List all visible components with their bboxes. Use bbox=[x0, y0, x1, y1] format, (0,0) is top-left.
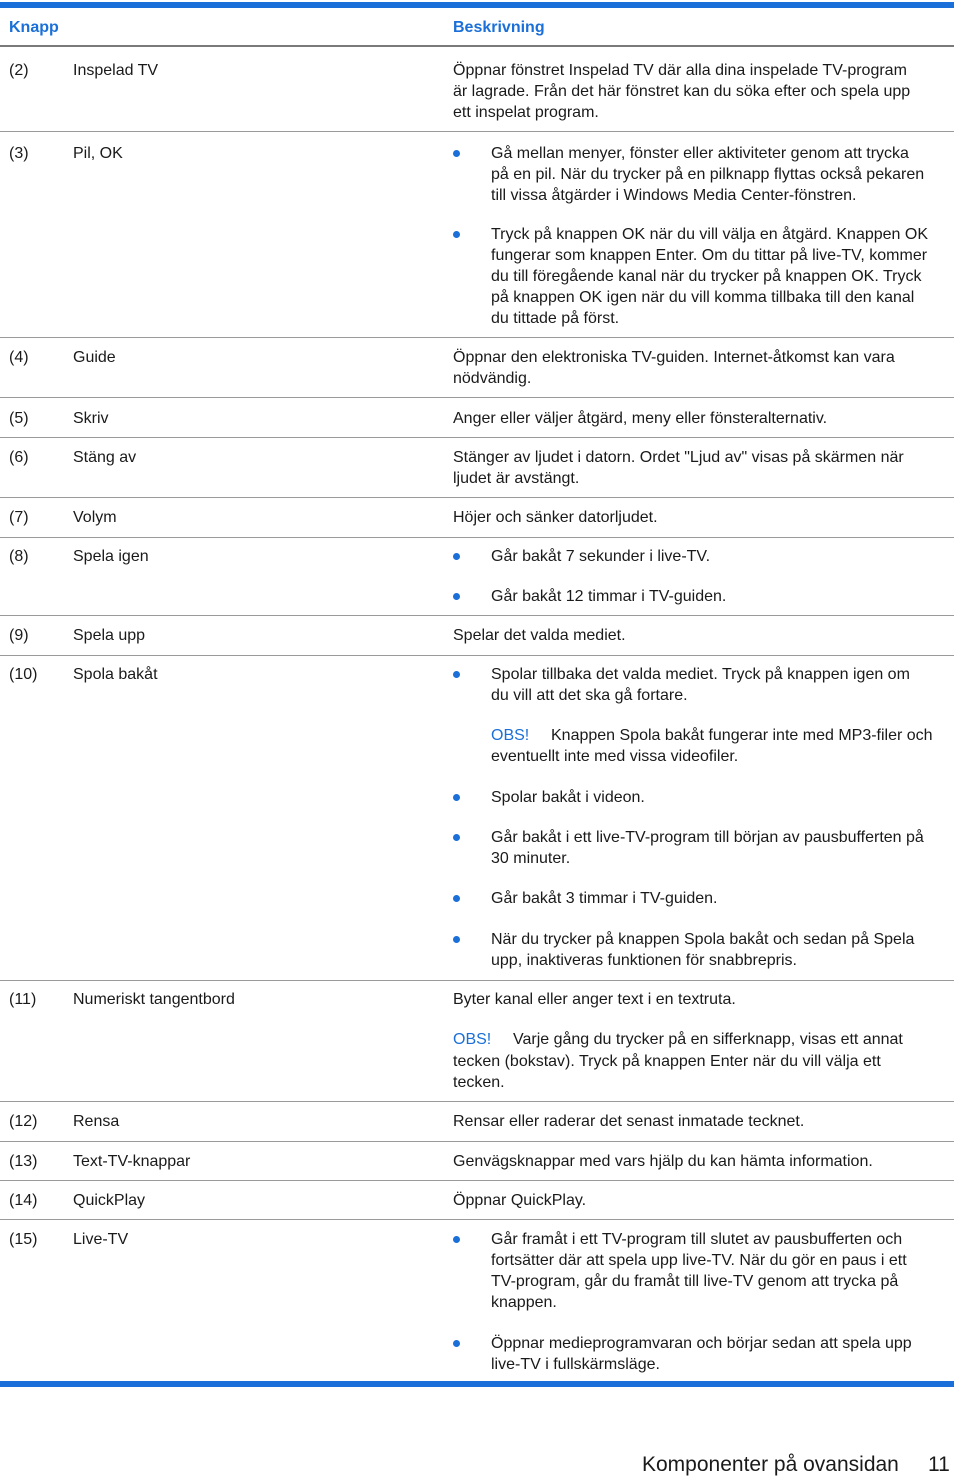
button-name: Spela igen bbox=[73, 548, 149, 565]
top-border bbox=[0, 2, 954, 8]
row-divider bbox=[0, 1219, 954, 1220]
button-name: Text-TV-knappar bbox=[73, 1153, 191, 1170]
button-name: Inspelad TV bbox=[73, 62, 159, 79]
column-header-beskrivning: Beskrivning bbox=[453, 19, 545, 36]
row-number: (7) bbox=[9, 509, 29, 526]
button-name: Numeriskt tangentbord bbox=[73, 991, 235, 1008]
bullet-line: upp, inaktiveras funktionen för snabbrepris. bbox=[491, 952, 797, 969]
row-divider bbox=[0, 615, 954, 616]
row-divider bbox=[0, 131, 954, 132]
column-header-knapp: Knapp bbox=[9, 19, 59, 36]
row-divider bbox=[0, 980, 954, 981]
note-line: Varje gång du trycker på en sifferknapp, visas ett annat bbox=[513, 1031, 903, 1048]
bullet-line: på en pil. När du trycker på en pilknapp flyttas också pekaren bbox=[491, 166, 925, 183]
note-label: OBS! bbox=[491, 727, 530, 744]
row-divider bbox=[0, 1101, 954, 1102]
bullet-line: Spolar bakåt i videon. bbox=[491, 789, 645, 806]
note-line: tecken. bbox=[453, 1074, 505, 1091]
bullet-line: fungerar som knappen Enter. Om du tittar på live-TV, kommer bbox=[491, 247, 928, 264]
row-number: (9) bbox=[9, 627, 29, 644]
description-line: är lagrade. Från det här fönstret kan du söka efter och spela upp bbox=[453, 83, 911, 100]
button-name: Rensa bbox=[73, 1113, 120, 1130]
description-line: Höjer och sänker datorljudet. bbox=[453, 509, 658, 526]
bullet-icon bbox=[453, 936, 460, 943]
bullet-line: Öppnar medieprogramvaran och börjar sedan att spela upp bbox=[491, 1335, 912, 1352]
row-number: (10) bbox=[9, 666, 38, 683]
bullet-line: live-TV i fullskärmsläge. bbox=[491, 1356, 660, 1373]
note-line: eventuellt inte med vissa videofiler. bbox=[491, 748, 739, 765]
button-name: Skriv bbox=[73, 410, 109, 427]
bullet-line: 30 minuter. bbox=[491, 850, 571, 867]
button-name: Spela upp bbox=[73, 627, 146, 644]
button-name: Guide bbox=[73, 349, 116, 366]
button-name: Spola bakåt bbox=[73, 666, 158, 683]
row-divider bbox=[0, 437, 954, 438]
bullet-line: Går framåt i ett TV-program till slutet av pausbufferten och bbox=[491, 1231, 903, 1248]
button-name: Pil, OK bbox=[73, 145, 123, 162]
bullet-icon bbox=[453, 794, 460, 801]
bullet-line: du till föregående kanal när du trycker på knappen OK. Tryck bbox=[491, 268, 922, 285]
row-number: (15) bbox=[9, 1231, 38, 1248]
row-number: (8) bbox=[9, 548, 29, 565]
description-line: Öppnar den elektroniska TV-guiden. Internet-åtkomst kan vara bbox=[453, 349, 895, 366]
description-line: Spelar det valda mediet. bbox=[453, 627, 626, 644]
bottom-border bbox=[0, 1381, 954, 1387]
row-number: (3) bbox=[9, 145, 29, 162]
description-line: nödvändig. bbox=[453, 370, 532, 387]
bullet-line: du tittade på först. bbox=[491, 310, 620, 327]
bullet-line: Går bakåt 12 timmar i TV-guiden. bbox=[491, 588, 727, 605]
description-line: Genvägsknappar med vars hjälp du kan hämta information. bbox=[453, 1153, 873, 1170]
description-line: Öppnar QuickPlay. bbox=[453, 1192, 587, 1209]
row-number: (4) bbox=[9, 349, 29, 366]
description-line: Rensar eller raderar det senast inmatade tecknet. bbox=[453, 1113, 805, 1130]
header-divider bbox=[0, 45, 954, 47]
row-divider bbox=[0, 655, 954, 656]
note-line: tecken (bokstav). Tryck på knappen Enter när du vill välja ett bbox=[453, 1053, 881, 1070]
page-number: 11 bbox=[928, 1453, 950, 1476]
description-line: ljudet är avstängt. bbox=[453, 470, 580, 487]
description-line: Öppnar fönstret Inspelad TV där alla dina inspelade TV-program bbox=[453, 62, 907, 79]
bullet-line: till vissa åtgärder i Windows Media Center-fönstren. bbox=[491, 187, 857, 204]
bullet-line: Gå mellan menyer, fönster eller aktiviteter genom att trycka bbox=[491, 145, 909, 162]
row-number: (2) bbox=[9, 62, 29, 79]
row-divider bbox=[0, 1141, 954, 1142]
bullet-icon bbox=[453, 231, 460, 238]
description-line: Byter kanal eller anger text i en textruta. bbox=[453, 991, 736, 1008]
bullet-icon bbox=[453, 150, 460, 157]
bullet-line: Spolar tillbaka det valda mediet. Tryck på knappen igen om bbox=[491, 666, 910, 683]
bullet-line: TV-program, går du framåt till live-TV genom att trycka på bbox=[491, 1273, 899, 1290]
bullet-line: Går bakåt i ett live-TV-program till början av pausbufferten på bbox=[491, 829, 924, 846]
bullet-line: fortsätter där att spela upp live-TV. När du gör en paus i ett bbox=[491, 1252, 907, 1269]
row-number: (14) bbox=[9, 1192, 38, 1209]
button-name: QuickPlay bbox=[73, 1192, 146, 1209]
bullet-icon bbox=[453, 671, 460, 678]
bullet-icon bbox=[453, 593, 460, 600]
row-divider bbox=[0, 1180, 954, 1181]
bullet-icon bbox=[453, 895, 460, 902]
bullet-icon bbox=[453, 1340, 460, 1347]
row-number: (5) bbox=[9, 410, 29, 427]
footer-section-title: Komponenter på ovansidan bbox=[642, 1453, 899, 1476]
button-name: Volym bbox=[73, 509, 117, 526]
row-divider bbox=[0, 537, 954, 538]
description-line: Stänger av ljudet i datorn. Ordet "Ljud av" visas på skärmen när bbox=[453, 449, 904, 466]
row-number: (13) bbox=[9, 1153, 38, 1170]
row-number: (12) bbox=[9, 1113, 38, 1130]
note-label: OBS! bbox=[453, 1031, 492, 1048]
row-number: (6) bbox=[9, 449, 29, 466]
bullet-line: Går bakåt 3 timmar i TV-guiden. bbox=[491, 890, 718, 907]
description-line: ett inspelat program. bbox=[453, 104, 599, 121]
bullet-icon bbox=[453, 1236, 460, 1243]
row-divider bbox=[0, 397, 954, 398]
bullet-icon bbox=[453, 553, 460, 560]
description-line: Anger eller väljer åtgärd, meny eller fönsteralternativ. bbox=[453, 410, 828, 427]
bullet-line: knappen. bbox=[491, 1294, 557, 1311]
bullet-line: på knappen OK igen när du vill komma tillbaka till den kanal bbox=[491, 289, 915, 306]
bullet-icon bbox=[453, 834, 460, 841]
note-line: Knappen Spola bakåt fungerar inte med MP3-filer och bbox=[551, 727, 933, 744]
bullet-line: du vill att det ska gå fortare. bbox=[491, 687, 688, 704]
bullet-line: Tryck på knappen OK när du vill välja en åtgärd. Knappen OK bbox=[491, 226, 928, 243]
row-number: (11) bbox=[9, 991, 37, 1008]
row-divider bbox=[0, 337, 954, 338]
bullet-line: När du trycker på knappen Spola bakåt och sedan på Spela bbox=[491, 931, 915, 948]
row-divider bbox=[0, 497, 954, 498]
button-name: Live-TV bbox=[73, 1231, 129, 1248]
button-name: Stäng av bbox=[73, 449, 137, 466]
bullet-line: Går bakåt 7 sekunder i live-TV. bbox=[491, 548, 711, 565]
